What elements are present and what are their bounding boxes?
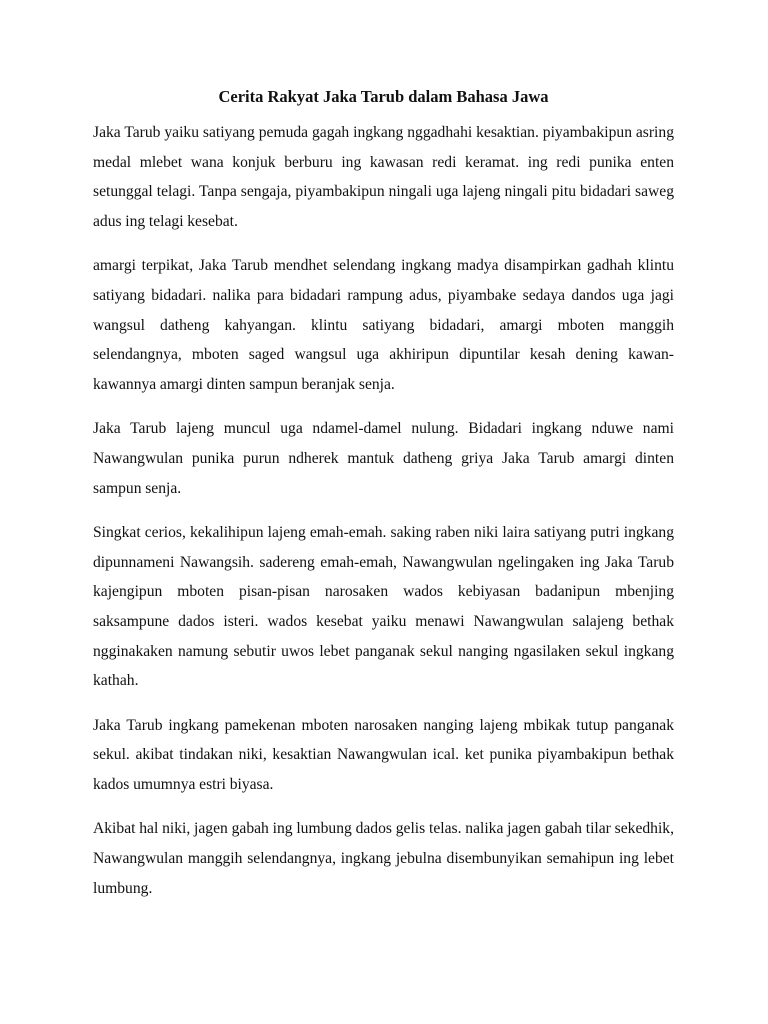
paragraph-2: amargi terpikat, Jaka Tarub mendhet selendang ingkang madya disampirkan gadhah klintu satiyang bidadari. nalika para bidadari rampung adus, piyambake sedaya dandos uga jagi wangsul datheng kahyangan. klintu satiyang bidadari, amargi mboten manggih selendangnya, mboten saged wangsul uga akhiripun dipuntilar kesah dening kawan-kawannya amargi dinten sampun beranjak senja. [93, 257, 674, 393]
document-title: Cerita Rakyat Jaka Tarub dalam Bahasa Jawa [218, 87, 549, 106]
paragraph-6: Akibat hal niki, jagen gabah ing lumbung dados gelis telas. nalika jagen gabah tilar sekedhik, Nawangwulan manggih selendangnya, ingkang jebulna disembunyikan semahipun ing lebet lumbung. [93, 820, 674, 897]
paragraph-4: Singkat cerios, kekalihipun lajeng emah-emah. saking raben niki laira satiyang putri ingkang dipunnameni Nawangsih. sadereng emah-emah, Nawangwulan ngelingaken ing Jaka Tarub kajengipun mboten pisan-pisan narosaken wados kebiyasan badanipun mbenjing saksampune dados isteri. wados kesebat yaiku menawi Nawangwulan salajeng bethak ngginakaken namung sebutir uwos lebet panganak sekul nanging ngasilaken sekul ingkang kathah. [93, 524, 674, 690]
paragraph-1: Jaka Tarub yaiku satiyang pemuda gagah ingkang nggadhahi kesaktian. piyambakipun asring medal mlebet wana konjuk berburu ing kawasan redi keramat. ing redi punika enten setunggal telagi. Tanpa sengaja, piyambakipun ningali uga lajeng ningali pitu bidadari saweg adus ing telagi kesebat. [93, 124, 674, 230]
paragraph-5: Jaka Tarub ingkang pamekenan mboten narosaken nanging lajeng mbikak tutup panganak sekul. akibat tindakan niki, kesaktian Nawangwulan ical. ket punika piyambakipun bethak kados umumnya estri biyasa. [93, 716, 674, 793]
document-page [93, 86, 674, 918]
paragraph-3: Jaka Tarub lajeng muncul uga ndamel-damel nulung. Bidadari ingkang nduwe nami Nawangwulan punika purun ndherek mantuk datheng griya Jaka Tarub amargi dinten sampun senja. [93, 420, 674, 497]
